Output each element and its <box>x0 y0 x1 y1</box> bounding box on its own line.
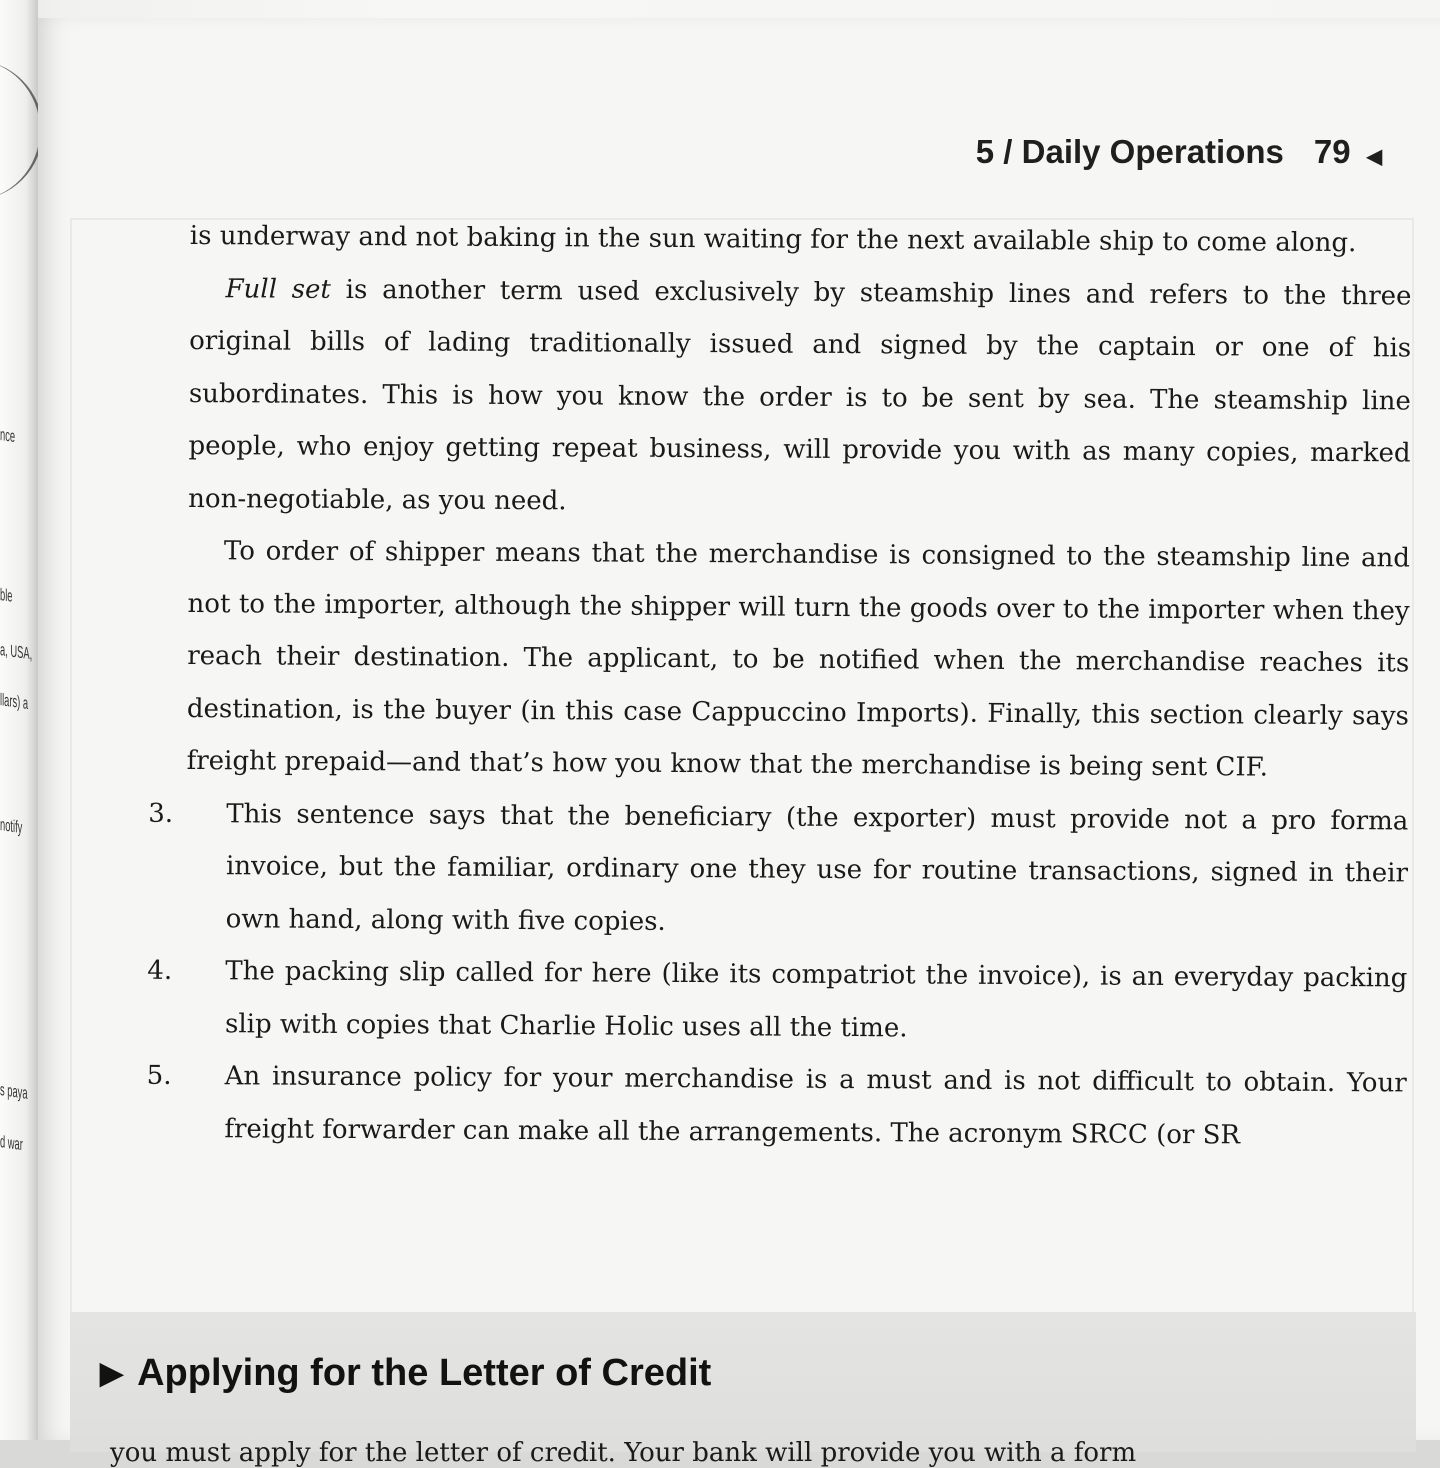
list-number: 5. <box>146 1060 172 1091</box>
list-item <box>147 945 1408 1057</box>
left-page-fragment: ble <box>0 585 13 606</box>
page-marker-icon: ◀ <box>1366 146 1382 168</box>
left-page-fragment: nce <box>0 425 16 447</box>
list-text: The packing slip called for here (like its compatriot the invoice), is an everyday packing slip with copies that Charlie Holic uses all the time. <box>224 956 1408 1043</box>
list-item <box>146 1050 1407 1162</box>
list-item <box>148 787 1409 952</box>
left-page-fragment: d war <box>0 1132 23 1155</box>
body-text <box>146 210 1412 1162</box>
left-page-fragment: a, USA, <box>0 640 33 664</box>
paragraph-order-of-shipper: To order of shipper means that the merchandise is consigned to the steamship line and not to the importer, although the shipper will turn the goods over to the importer when they reach their destination. The applicant, to be notified when the merchandise reaches its destination, is the buyer (in this case Cappuccino Imports). Finally, this section clearly says freight prepaid—and that’s how you know that the merchandise is being sent CIF. <box>186 536 1410 783</box>
paragraph-continued: is underway and not baking in the sun waiting for the next available ship to come along. <box>189 220 1357 259</box>
running-head <box>976 133 1382 171</box>
page-number: 79 <box>1313 133 1351 170</box>
list-number: 4. <box>147 955 173 986</box>
left-page-edge <box>0 0 38 1440</box>
paragraph-full-set-text: is another term used exclusively by steamship lines and refers to the three original bills of lading traditionally issued and signed by the captain or one of his subordinates. This is how you know the order is to be sent by sea. The steamship line people, who enjoy getting repeat business, will provide you with as many copies, marked non-negotiable, as you need. <box>188 274 1412 516</box>
list-text: An insurance policy for your merchandise is a must and is not difficult to obtain. Your freight forwarder can make all the arrangements. The acronym SRCC (or SR <box>224 1061 1407 1150</box>
section-heading-band <box>70 1312 1416 1468</box>
numbered-list <box>146 787 1409 1162</box>
left-page-fragment: s paya <box>0 1080 28 1103</box>
term-full-set: Full set <box>225 273 332 305</box>
chapter-title: 5 / Daily Operations <box>975 133 1284 170</box>
section-arrow-icon: ▶ <box>100 1357 124 1390</box>
left-page-fragment: llars) a <box>0 690 29 713</box>
left-page-fragment: notify <box>0 815 23 838</box>
book-page <box>38 18 1440 1468</box>
section-heading <box>100 1352 711 1395</box>
section-title: Applying for the Letter of Credit <box>137 1352 712 1394</box>
list-number: 3. <box>148 798 174 829</box>
left-page-curve <box>0 60 43 200</box>
show-through-text <box>678 134 686 168</box>
paragraph-full-set <box>188 262 1412 532</box>
list-text: This sentence says that the beneficiary (the exporter) must provide not a pro forma invoice, but the familiar, ordinary one they use for routine transactions, signed in their own hand, along with five copies. <box>225 798 1409 937</box>
cut-off-text-line: you must apply for the letter of credit. Your bank will provide you with a form <box>110 1438 1137 1468</box>
